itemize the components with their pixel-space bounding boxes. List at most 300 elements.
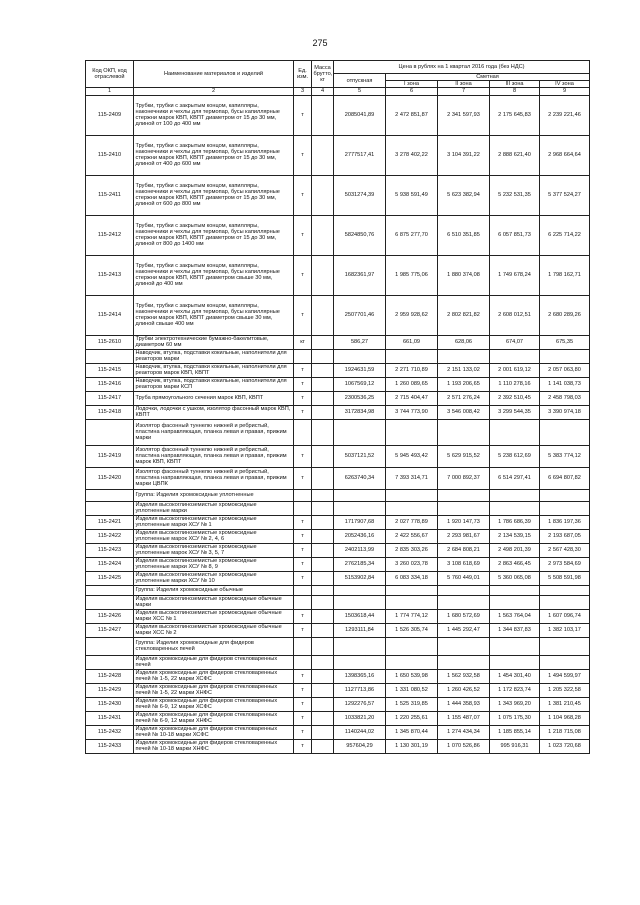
code-cell: 115-2429 — [86, 683, 134, 697]
empty-cell — [312, 585, 334, 595]
mass-cell — [312, 419, 334, 445]
mass-cell — [312, 655, 334, 669]
code-cell: 115-2422 — [86, 529, 134, 543]
code-cell — [86, 637, 134, 655]
zone1-price-cell — [386, 419, 438, 445]
mass-cell — [312, 363, 334, 377]
code-cell: 115-2410 — [86, 135, 134, 175]
zone2-price-cell: 1 260 426,52 — [438, 683, 490, 697]
zone4-price-cell: 1 141 038,73 — [540, 377, 590, 391]
release-price-cell: 5031274,39 — [334, 175, 386, 215]
table-row — [86, 377, 590, 391]
empty-cell — [490, 489, 540, 501]
unit-cell: т — [294, 543, 312, 557]
table-row — [86, 529, 590, 543]
mass-cell — [312, 529, 334, 543]
code-cell: 115-2432 — [86, 725, 134, 739]
table-body — [86, 95, 590, 753]
table-row — [86, 95, 590, 135]
header-zone2: II зона — [438, 81, 490, 88]
zone1-price-cell: 6 083 334,18 — [386, 571, 438, 585]
group-title: Группа: Изделия хромоксидные для фидеров стекловаренных печей — [134, 637, 294, 655]
table-row — [86, 467, 590, 489]
name-cell: Трубки, трубки с закрытым концом, капилляры, наконечники и чехлы для термопар, бусы капиллярные стержни марок КВП, КВПТ диаметром свыше 30 мм, длиной до 400 мм — [134, 255, 294, 295]
zone2-price-cell: 3 546 008,42 — [438, 405, 490, 419]
table-row — [86, 255, 590, 295]
column-number: 6 — [386, 88, 438, 95]
zone3-price-cell: 995 916,31 — [490, 739, 540, 753]
zone1-price-cell: 3 260 023,78 — [386, 557, 438, 571]
group-title: Группа: Изделия хромоксидные обычные — [134, 585, 294, 595]
zone3-price-cell: 1 786 686,39 — [490, 515, 540, 529]
empty-cell — [312, 489, 334, 501]
empty-cell — [540, 637, 590, 655]
name-cell: Наводчик, втулка, подставки кокильные, наполнители для реакторов марки — [134, 349, 294, 363]
zone4-price-cell: 1 218 715,08 — [540, 725, 590, 739]
name-cell: Изделия высокоглиноземистые хромоксидные обычные марки — [134, 595, 294, 609]
zone3-price-cell: 1 344 837,83 — [490, 623, 540, 637]
zone3-price-cell: 1 343 969,20 — [490, 697, 540, 711]
unit-cell: т — [294, 515, 312, 529]
unit-cell — [294, 655, 312, 669]
zone4-price-cell: 2 057 063,80 — [540, 363, 590, 377]
group-row — [86, 489, 590, 501]
zone4-price-cell — [540, 419, 590, 445]
header-zone3: III зона — [490, 81, 540, 88]
release-price-cell: 2507701,46 — [334, 295, 386, 335]
zone1-price-cell — [386, 595, 438, 609]
mass-cell — [312, 609, 334, 623]
code-cell: 115-2610 — [86, 335, 134, 349]
unit-cell — [294, 349, 312, 363]
mass-cell — [312, 623, 334, 637]
code-cell: 115-2424 — [86, 557, 134, 571]
unit-cell: кг — [294, 335, 312, 349]
zone4-price-cell: 2 567 428,30 — [540, 543, 590, 557]
zone3-price-cell: 2 498 201,39 — [490, 543, 540, 557]
name-cell: Изделия высокоглиноземистые хромоксидные уплотненные марки ХСУ № 8, 9 — [134, 557, 294, 571]
unit-cell: т — [294, 255, 312, 295]
empty-cell — [386, 637, 438, 655]
zone4-price-cell — [540, 595, 590, 609]
mass-cell — [312, 135, 334, 175]
empty-cell — [490, 637, 540, 655]
unit-cell: т — [294, 215, 312, 255]
table-row — [86, 391, 590, 405]
header-release: отпускная — [334, 74, 386, 88]
column-number: 2 — [134, 88, 294, 95]
name-cell: Трубки, трубки с закрытым концом, капилляры, наконечники и чехлы для термопар, бусы капиллярные стержни марок КВП, КВПТ диаметром от 15 до 30 мм, длиной от 100 до 400 мм — [134, 95, 294, 135]
table-row — [86, 655, 590, 669]
release-price-cell: 1292276,57 — [334, 697, 386, 711]
zone4-price-cell: 1 607 096,74 — [540, 609, 590, 623]
unit-cell: т — [294, 557, 312, 571]
mass-cell — [312, 515, 334, 529]
code-cell — [86, 585, 134, 595]
zone2-price-cell: 1 880 374,08 — [438, 255, 490, 295]
unit-cell: т — [294, 739, 312, 753]
name-cell: Изделия высокоглиноземистые хромоксидные уплотненные марки ХСУ № 10 — [134, 571, 294, 585]
code-cell: 115-2428 — [86, 669, 134, 683]
table-row — [86, 571, 590, 585]
empty-cell — [334, 489, 386, 501]
zone1-price-cell: 3 278 402,22 — [386, 135, 438, 175]
column-number-row — [86, 88, 590, 95]
header-zone4: IV зона — [540, 81, 590, 88]
zone3-price-cell: 1 172 823,74 — [490, 683, 540, 697]
zone2-price-cell: 1 562 932,58 — [438, 669, 490, 683]
code-cell: 115-2416 — [86, 377, 134, 391]
release-price-cell: 2402113,99 — [334, 543, 386, 557]
zone4-price-cell: 2 239 221,46 — [540, 95, 590, 135]
zone4-price-cell: 1 798 162,71 — [540, 255, 590, 295]
zone2-price-cell: 2 571 276,24 — [438, 391, 490, 405]
zone2-price-cell: 1 155 487,07 — [438, 711, 490, 725]
unit-cell: т — [294, 445, 312, 467]
name-cell: Изделия хромоксидные для фидеров стекловаренных печей № 1-5, 22 марки ХСФС — [134, 669, 294, 683]
code-cell: 115-2412 — [86, 215, 134, 255]
zone4-price-cell: 1 381 210,45 — [540, 697, 590, 711]
mass-cell — [312, 669, 334, 683]
table-row — [86, 595, 590, 609]
unit-cell: т — [294, 295, 312, 335]
code-cell: 115-2413 — [86, 255, 134, 295]
empty-cell — [334, 637, 386, 655]
release-price-cell: 1293111,84 — [334, 623, 386, 637]
zone1-price-cell: 2 271 710,89 — [386, 363, 438, 377]
mass-cell — [312, 255, 334, 295]
zone3-price-cell: 3 299 544,35 — [490, 405, 540, 419]
unit-cell: т — [294, 175, 312, 215]
mass-cell — [312, 739, 334, 753]
mass-cell — [312, 711, 334, 725]
empty-cell — [490, 585, 540, 595]
mass-cell — [312, 175, 334, 215]
name-cell: Трубки, трубки с закрытым концом, капилляры, наконечники и чехлы для термопар, бусы капиллярные стержни марок КВП, КВПТ диаметром от 15 до 30 мм, длиной от 800 до 1400 мм — [134, 215, 294, 255]
zone4-price-cell: 2 193 687,05 — [540, 529, 590, 543]
zone1-price-cell: 1 220 255,61 — [386, 711, 438, 725]
empty-cell — [294, 489, 312, 501]
zone4-price-cell: 6 694 807,82 — [540, 467, 590, 489]
unit-cell — [294, 595, 312, 609]
name-cell: Изолятор фасонный туннелю нижней и ребристый, пластина направляющая, планка левая и правая, прижим марки — [134, 419, 294, 445]
empty-cell — [438, 637, 490, 655]
code-cell: 115-2421 — [86, 515, 134, 529]
code-cell — [86, 655, 134, 669]
zone3-price-cell — [490, 419, 540, 445]
name-cell: Наводчик, втулка, подставки кокильные, наполнители для реакторов марки КСП — [134, 377, 294, 391]
header-code: Код ОКП, код отраслевой — [86, 61, 134, 88]
zone4-price-cell — [540, 655, 590, 669]
table-row — [86, 683, 590, 697]
header-price: Цена в рублях на 1 квартал 2016 года (без НДС) — [334, 61, 590, 74]
table-row — [86, 349, 590, 363]
zone2-price-cell — [438, 595, 490, 609]
name-cell: Изолятор фасонный туннелю нижней и ребристый, пластина направляющая, планка левая и правая, прижим марки ЦВПК — [134, 467, 294, 489]
zone4-price-cell: 1 494 599,97 — [540, 669, 590, 683]
name-cell: Изделия высокоглиноземистые хромоксидные уплотненные марки — [134, 501, 294, 515]
table-row — [86, 711, 590, 725]
release-price-cell — [334, 501, 386, 515]
release-price-cell: 6263740,34 — [334, 467, 386, 489]
zone3-price-cell: 2 608 012,51 — [490, 295, 540, 335]
zone2-price-cell: 6 510 351,85 — [438, 215, 490, 255]
zone1-price-cell: 2 027 778,89 — [386, 515, 438, 529]
unit-cell: т — [294, 391, 312, 405]
mass-cell — [312, 571, 334, 585]
table-header — [86, 61, 590, 96]
mass-cell — [312, 445, 334, 467]
zone3-price-cell: 1 454 301,40 — [490, 669, 540, 683]
zone1-price-cell — [386, 655, 438, 669]
mass-cell — [312, 683, 334, 697]
zone3-price-cell — [490, 501, 540, 515]
name-cell: Изделия высокоглиноземистые хромоксидные уплотненные марки ХСУ № 1 — [134, 515, 294, 529]
zone2-price-cell: 5 629 915,52 — [438, 445, 490, 467]
zone1-price-cell: 2 835 303,26 — [386, 543, 438, 557]
zone1-price-cell: 5 945 493,42 — [386, 445, 438, 467]
zone4-price-cell: 2 968 664,64 — [540, 135, 590, 175]
code-cell: 115-2430 — [86, 697, 134, 711]
zone4-price-cell: 5 508 591,98 — [540, 571, 590, 585]
release-price-cell — [334, 419, 386, 445]
mass-cell — [312, 405, 334, 419]
zone1-price-cell: 2 715 404,47 — [386, 391, 438, 405]
zone1-price-cell: 1 525 319,85 — [386, 697, 438, 711]
zone4-price-cell: 5 377 524,27 — [540, 175, 590, 215]
release-price-cell: 2085041,89 — [334, 95, 386, 135]
unit-cell — [294, 419, 312, 445]
unit-cell: т — [294, 377, 312, 391]
name-cell: Труба прямоугольного сечения марок КВП, КВПТ — [134, 391, 294, 405]
zone3-price-cell: 2 134 539,15 — [490, 529, 540, 543]
zone4-price-cell: 2 458 798,03 — [540, 391, 590, 405]
zone2-price-cell: 5 760 449,01 — [438, 571, 490, 585]
empty-cell — [438, 489, 490, 501]
zone1-price-cell: 661,09 — [386, 335, 438, 349]
unit-cell: т — [294, 683, 312, 697]
mass-cell — [312, 501, 334, 515]
empty-cell — [334, 585, 386, 595]
zone3-price-cell: 1 749 678,24 — [490, 255, 540, 295]
zone4-price-cell: 1 382 103,17 — [540, 623, 590, 637]
name-cell: Изделия хромоксидные для фидеров стекловаренных печей — [134, 655, 294, 669]
name-cell: Трубки, трубки с закрытым концом, капилляры, наконечники и чехлы для термопар, бусы капиллярные стержни марок КВП, КВПТ диаметром от 15 до 30 мм, длиной от 600 до 800 мм — [134, 175, 294, 215]
zone3-price-cell: 2 863 466,45 — [490, 557, 540, 571]
table-row — [86, 697, 590, 711]
zone2-price-cell: 1 274 434,34 — [438, 725, 490, 739]
release-price-cell: 2777517,41 — [334, 135, 386, 175]
table-row — [86, 335, 590, 349]
code-cell: 115-2409 — [86, 95, 134, 135]
unit-cell: т — [294, 95, 312, 135]
release-price-cell: 5037121,52 — [334, 445, 386, 467]
release-price-cell: 1503618,44 — [334, 609, 386, 623]
empty-cell — [540, 585, 590, 595]
name-cell: Изделия хромоксидные для фидеров стекловаренных печей № 10-18 марки ХСФС — [134, 725, 294, 739]
name-cell: Трубки, трубки с закрытым концом, капилляры, наконечники и чехлы для термопар, бусы капиллярные стержни марок КВП, КВПТ диаметром свыше 30 мм, длиной свыше 400 мм — [134, 295, 294, 335]
table-row — [86, 405, 590, 419]
zone1-price-cell: 1 260 089,65 — [386, 377, 438, 391]
code-cell: 115-2425 — [86, 571, 134, 585]
header-mass: Масса брутто, кг — [312, 61, 334, 88]
code-cell: 115-2427 — [86, 623, 134, 637]
zone2-price-cell: 3 108 618,69 — [438, 557, 490, 571]
column-number: 5 — [334, 88, 386, 95]
table-row — [86, 501, 590, 515]
zone3-price-cell — [490, 349, 540, 363]
code-cell — [86, 595, 134, 609]
unit-cell — [294, 501, 312, 515]
zone3-price-cell: 2 392 510,45 — [490, 391, 540, 405]
name-cell: Изолятор фасонный туннелю нижней и ребристый, пластина направляющая, планка левая и правая, прижим марок КВП, КВПТ — [134, 445, 294, 467]
table-row — [86, 543, 590, 557]
code-cell: 115-2414 — [86, 295, 134, 335]
zone4-price-cell: 3 390 974,18 — [540, 405, 590, 419]
page-number: 275 — [312, 38, 328, 48]
mass-cell — [312, 349, 334, 363]
code-cell — [86, 501, 134, 515]
table-row — [86, 669, 590, 683]
table-row — [86, 135, 590, 175]
zone1-price-cell: 6 875 277,70 — [386, 215, 438, 255]
zone2-price-cell: 1 920 147,73 — [438, 515, 490, 529]
empty-cell — [294, 637, 312, 655]
zone2-price-cell: 2 293 981,67 — [438, 529, 490, 543]
zone3-price-cell: 674,07 — [490, 335, 540, 349]
code-cell: 115-2420 — [86, 467, 134, 489]
code-cell — [86, 419, 134, 445]
release-price-cell: 957604,29 — [334, 739, 386, 753]
name-cell: Трубки, трубки с закрытым концом, капилляры, наконечники и чехлы для термопар, бусы капиллярные стержни марок КВП, КВПТ диаметром от 15 до 30 мм, длиной от 400 до 600 мм — [134, 135, 294, 175]
zone4-price-cell — [540, 501, 590, 515]
table-row — [86, 515, 590, 529]
code-cell: 115-2417 — [86, 391, 134, 405]
name-cell: Изделия высокоглиноземистые хромоксидные уплотненные марок ХСУ № 2, 4, 6 — [134, 529, 294, 543]
name-cell: Изделия хромоксидные для фидеров стекловаренных печей № 6-9, 12 марки ХНФС — [134, 711, 294, 725]
column-number: 4 — [312, 88, 334, 95]
name-cell: Лодочки, лодочки с ушком, изолятор фасонный марок КВП, КВПТ — [134, 405, 294, 419]
zone3-price-cell: 2 888 621,40 — [490, 135, 540, 175]
table-row — [86, 363, 590, 377]
header-unit: Ед. изм. — [294, 61, 312, 88]
zone3-price-cell — [490, 655, 540, 669]
zone4-price-cell: 2 680 289,26 — [540, 295, 590, 335]
release-price-cell: 1140244,02 — [334, 725, 386, 739]
zone1-price-cell — [386, 349, 438, 363]
table-row — [86, 609, 590, 623]
mass-cell — [312, 467, 334, 489]
zone1-price-cell: 1 650 539,98 — [386, 669, 438, 683]
zone3-price-cell: 2 001 619,12 — [490, 363, 540, 377]
zone2-price-cell: 628,06 — [438, 335, 490, 349]
zone1-price-cell: 1 985 775,06 — [386, 255, 438, 295]
mass-cell — [312, 335, 334, 349]
table-row — [86, 623, 590, 637]
release-price-cell — [334, 349, 386, 363]
zone2-price-cell: 1 680 572,69 — [438, 609, 490, 623]
column-number: 7 — [438, 88, 490, 95]
mass-cell — [312, 95, 334, 135]
zone2-price-cell: 5 623 382,94 — [438, 175, 490, 215]
zone2-price-cell — [438, 655, 490, 669]
zone3-price-cell: 2 175 645,83 — [490, 95, 540, 135]
zone3-price-cell: 1 563 764,04 — [490, 609, 540, 623]
code-cell — [86, 349, 134, 363]
unit-cell: т — [294, 725, 312, 739]
mass-cell — [312, 543, 334, 557]
group-row — [86, 637, 590, 655]
table-row — [86, 557, 590, 571]
code-cell: 115-2418 — [86, 405, 134, 419]
price-table — [85, 60, 590, 754]
name-cell: Изделия высокоглиноземистые хромоксидные уплотненные марок ХСУ № 3, 5, 7 — [134, 543, 294, 557]
zone3-price-cell: 5 232 531,35 — [490, 175, 540, 215]
zone1-price-cell: 1 130 301,19 — [386, 739, 438, 753]
zone2-price-cell: 2 341 597,93 — [438, 95, 490, 135]
unit-cell: т — [294, 405, 312, 419]
zone4-price-cell: 2 973 584,69 — [540, 557, 590, 571]
zone2-price-cell: 2 802 821,82 — [438, 295, 490, 335]
zone3-price-cell: 6 514 297,41 — [490, 467, 540, 489]
zone4-price-cell: 1 104 968,28 — [540, 711, 590, 725]
zone2-price-cell: 1 444 358,93 — [438, 697, 490, 711]
zone3-price-cell — [490, 595, 540, 609]
code-cell: 115-2419 — [86, 445, 134, 467]
unit-cell: т — [294, 529, 312, 543]
header-name: Наименование материалов и изделий — [134, 61, 294, 88]
zone2-price-cell: 7 000 892,37 — [438, 467, 490, 489]
release-price-cell: 2300536,25 — [334, 391, 386, 405]
mass-cell — [312, 697, 334, 711]
table-row — [86, 215, 590, 255]
empty-cell — [386, 585, 438, 595]
code-cell — [86, 489, 134, 501]
zone3-price-cell: 1 075 175,30 — [490, 711, 540, 725]
zone1-price-cell: 2 422 556,67 — [386, 529, 438, 543]
zone1-price-cell: 3 744 773,90 — [386, 405, 438, 419]
release-price-cell: 1398365,16 — [334, 669, 386, 683]
unit-cell: т — [294, 669, 312, 683]
zone1-price-cell: 1 774 774,12 — [386, 609, 438, 623]
zone1-price-cell: 1 331 080,52 — [386, 683, 438, 697]
empty-cell — [386, 489, 438, 501]
mass-cell — [312, 725, 334, 739]
zone3-price-cell: 1 110 278,16 — [490, 377, 540, 391]
code-cell: 115-2415 — [86, 363, 134, 377]
zone4-price-cell: 1 836 197,36 — [540, 515, 590, 529]
release-price-cell: 1033821,20 — [334, 711, 386, 725]
header-zone1: I зона — [386, 81, 438, 88]
mass-cell — [312, 295, 334, 335]
zone2-price-cell: 1 070 526,86 — [438, 739, 490, 753]
zone1-price-cell: 7 393 314,71 — [386, 467, 438, 489]
column-number: 3 — [294, 88, 312, 95]
zone2-price-cell — [438, 349, 490, 363]
empty-cell — [312, 637, 334, 655]
table-row — [86, 175, 590, 215]
column-number: 9 — [540, 88, 590, 95]
empty-cell — [540, 489, 590, 501]
unit-cell: т — [294, 697, 312, 711]
zone4-price-cell: 1 205 322,58 — [540, 683, 590, 697]
zone1-price-cell: 1 526 305,74 — [386, 623, 438, 637]
release-price-cell: 3172834,98 — [334, 405, 386, 419]
column-number: 1 — [86, 88, 134, 95]
code-cell: 115-2423 — [86, 543, 134, 557]
zone1-price-cell — [386, 501, 438, 515]
mass-cell — [312, 215, 334, 255]
